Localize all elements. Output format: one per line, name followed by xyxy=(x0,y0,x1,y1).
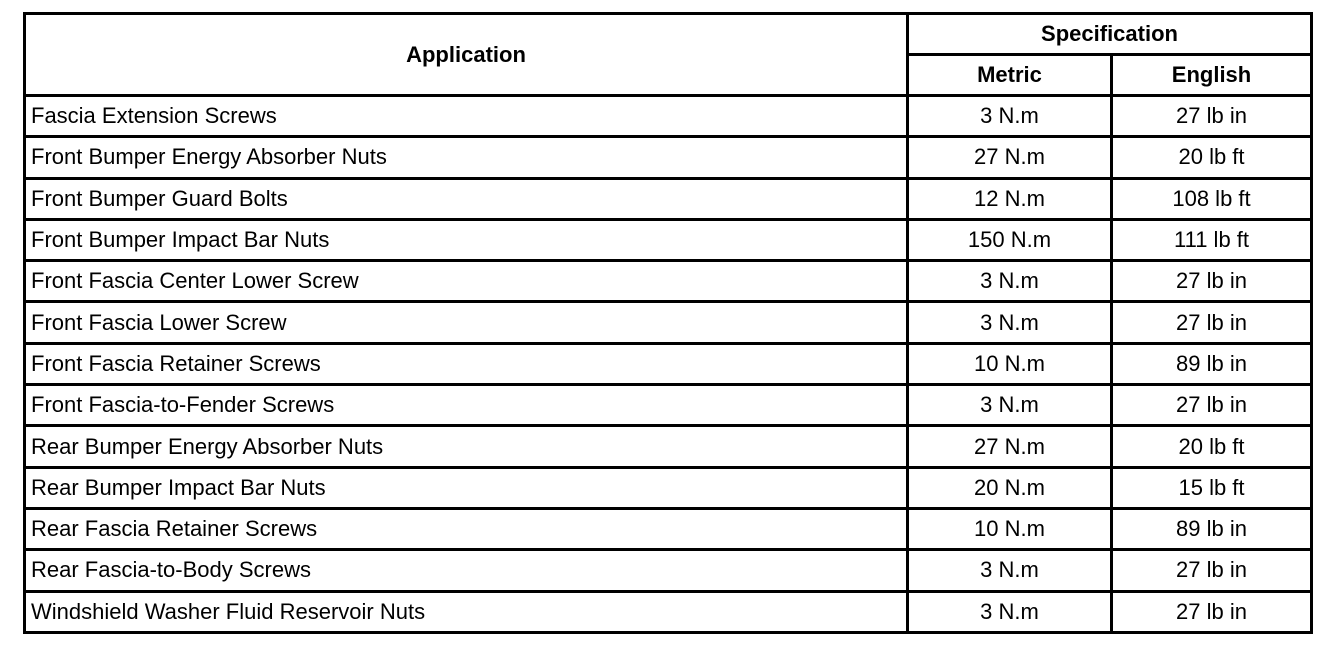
metric-cell: 27 N.m xyxy=(908,137,1112,178)
english-cell: 108 lb ft xyxy=(1112,178,1312,219)
header-row-top xyxy=(25,14,1312,55)
english-cell: 89 lb in xyxy=(1112,343,1312,384)
english-cell: 27 lb in xyxy=(1112,261,1312,302)
metric-cell: 10 N.m xyxy=(908,508,1112,549)
table-row xyxy=(25,302,1312,343)
metric-cell: 12 N.m xyxy=(908,178,1112,219)
application-cell: Rear Bumper Energy Absorber Nuts xyxy=(25,426,908,467)
table-row xyxy=(25,137,1312,178)
table-header xyxy=(25,14,1312,96)
english-cell: 20 lb ft xyxy=(1112,137,1312,178)
application-cell: Front Fascia Lower Screw xyxy=(25,302,908,343)
metric-cell: 3 N.m xyxy=(908,385,1112,426)
table-row xyxy=(25,178,1312,219)
header-metric: Metric xyxy=(908,55,1112,96)
metric-cell: 3 N.m xyxy=(908,261,1112,302)
english-cell: 89 lb in xyxy=(1112,508,1312,549)
application-cell: Front Fascia Retainer Screws xyxy=(25,343,908,384)
english-cell: 27 lb in xyxy=(1112,302,1312,343)
application-cell: Rear Bumper Impact Bar Nuts xyxy=(25,467,908,508)
application-cell: Front Bumper Energy Absorber Nuts xyxy=(25,137,908,178)
application-cell: Front Fascia-to-Fender Screws xyxy=(25,385,908,426)
table-body xyxy=(25,96,1312,633)
english-cell: 20 lb ft xyxy=(1112,426,1312,467)
table-row xyxy=(25,426,1312,467)
header-specification: Specification xyxy=(908,14,1312,55)
application-cell: Front Bumper Impact Bar Nuts xyxy=(25,219,908,260)
table-row xyxy=(25,550,1312,591)
english-cell: 15 lb ft xyxy=(1112,467,1312,508)
metric-cell: 20 N.m xyxy=(908,467,1112,508)
table-row xyxy=(25,343,1312,384)
application-cell: Front Fascia Center Lower Screw xyxy=(25,261,908,302)
table-row xyxy=(25,219,1312,260)
application-cell: Windshield Washer Fluid Reservoir Nuts xyxy=(25,591,908,632)
table-row xyxy=(25,591,1312,632)
english-cell: 27 lb in xyxy=(1112,385,1312,426)
header-application: Application xyxy=(25,14,908,96)
metric-cell: 150 N.m xyxy=(908,219,1112,260)
table-row xyxy=(25,508,1312,549)
application-cell: Fascia Extension Screws xyxy=(25,96,908,137)
metric-cell: 27 N.m xyxy=(908,426,1112,467)
metric-cell: 3 N.m xyxy=(908,302,1112,343)
application-cell: Rear Fascia-to-Body Screws xyxy=(25,550,908,591)
header-english: English xyxy=(1112,55,1312,96)
english-cell: 27 lb in xyxy=(1112,591,1312,632)
application-cell: Front Bumper Guard Bolts xyxy=(25,178,908,219)
metric-cell: 3 N.m xyxy=(908,96,1112,137)
english-cell: 111 lb ft xyxy=(1112,219,1312,260)
table-row xyxy=(25,385,1312,426)
metric-cell: 3 N.m xyxy=(908,550,1112,591)
table-row xyxy=(25,467,1312,508)
english-cell: 27 lb in xyxy=(1112,96,1312,137)
table-row xyxy=(25,261,1312,302)
torque-spec-table xyxy=(23,12,1313,634)
application-cell: Rear Fascia Retainer Screws xyxy=(25,508,908,549)
metric-cell: 3 N.m xyxy=(908,591,1112,632)
english-cell: 27 lb in xyxy=(1112,550,1312,591)
metric-cell: 10 N.m xyxy=(908,343,1112,384)
table-row xyxy=(25,96,1312,137)
